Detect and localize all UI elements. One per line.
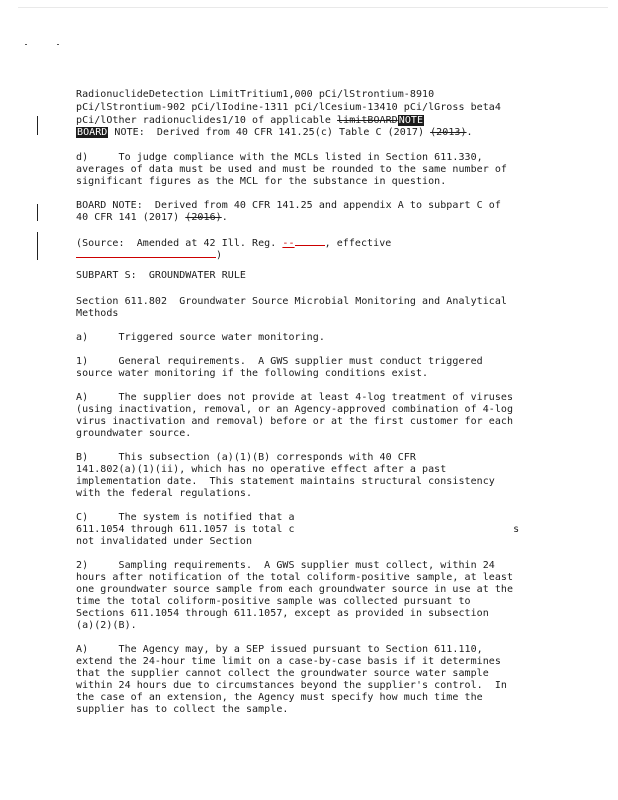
paragraph-line: source water monitoring if the following conditions exist.	[76, 368, 429, 379]
paragraph-line: B) This subsection (a)(1)(B) corresponds with 40 CFR	[76, 452, 416, 463]
paragraph-line: significant figures as the MCL for the substance in question.	[76, 176, 447, 187]
scan-top-edge	[18, 7, 608, 8]
reg-page-blank: --	[282, 238, 295, 249]
paragraph-line: not invalidated under Section	[76, 536, 253, 547]
revision-bar	[37, 116, 38, 135]
paragraph-line: 141.802(a)(1)(ii), which has no operative effect after a past	[76, 464, 447, 475]
paragraph-line: 611.1054 through 611.1057 is total c s	[76, 524, 520, 535]
paragraph-line: A) The supplier does not provide at least 4-log treatment of viruses	[76, 392, 514, 403]
paragraph-line: a) Triggered source water monitoring.	[76, 332, 325, 343]
deleted-text: limitBOARD	[337, 115, 398, 126]
scan-speck	[25, 44, 27, 45]
table-text-line: RadionuclideDetection LimitTritium1,000 pCi/lStrontium-8910	[76, 89, 435, 100]
paragraph-line: hours after notification of the total coliform-positive sample, at least	[76, 572, 514, 583]
section-heading: Section 611.802 Groundwater Source Microbial Monitoring and Analytical	[76, 296, 508, 307]
paragraph-line: C) The system is notified that a	[76, 512, 295, 523]
paragraph-line: the case of an extension, the Agency must specify how much time the	[76, 692, 483, 703]
paragraph-line: A) The Agency may, by a SEP issued pursuant to Section 611.110,	[76, 644, 483, 655]
scan-speck	[57, 44, 59, 45]
paragraph-line: averages of data must be used and must be rounded to the same number of	[76, 164, 508, 175]
deleted-text: (2013)	[430, 127, 467, 138]
paragraph-line: (a)(2)(B).	[76, 620, 137, 631]
reg-page-blank-line	[295, 236, 325, 246]
board-note-line: 40 CFR 141 (2017) (2016).	[76, 212, 228, 223]
revision-bar	[37, 204, 38, 221]
board-note-line: BOARD NOTE: Derived from 40 CFR 141.25(c) Table C (2017) (2013).	[77, 127, 473, 138]
revision-bar	[37, 232, 38, 260]
paragraph-line: virus inactivation and removal) before or at the first customer for each	[76, 416, 514, 427]
table-text-line: pCi/lStrontium-902 pCi/lIodine-1311 pCi/lCesium-13410 pCi/lGross beta4	[76, 102, 501, 113]
source-note-line: (Source: Amended at 42 Ill. Reg. -- , effective	[76, 238, 392, 249]
paragraph-line: that the supplier cannot collect the groundwater source water sample	[76, 668, 489, 679]
board-note-line: BOARD NOTE: Derived from 40 CFR 141.25 and appendix A to subpart C of	[76, 200, 501, 211]
redacted-text: BOARD	[77, 127, 108, 138]
paragraph-line: with the federal regulations.	[76, 488, 253, 499]
paragraph-line: time the total coliform-positive sample was collected pursuant to	[76, 596, 471, 607]
paragraph-line: one groundwater source sample from each groundwater source in use at the	[76, 584, 514, 595]
paragraph-line: supplier has to collect the sample.	[76, 704, 289, 715]
redacted-text: NOTE	[398, 115, 424, 126]
paragraph-line: d) To judge compliance with the MCLs listed in Section 611.330,	[76, 152, 483, 163]
paragraph-line: Sections 611.1054 through 611.1057, except as provided in subsection	[76, 608, 489, 619]
paragraph-line: 2) Sampling requirements. A GWS supplier must collect, within 24	[76, 560, 495, 571]
paragraph-line: extend the 24-hour time limit on a case-by-case basis if it determines	[76, 656, 501, 667]
subpart-heading: SUBPART S: GROUNDWATER RULE	[76, 270, 246, 281]
effective-date-blank	[76, 248, 216, 258]
paragraph-line: groundwater source.	[76, 428, 192, 439]
paragraph-line: implementation date. This statement maintains structural consistency	[76, 476, 495, 487]
source-note-line: )	[76, 248, 222, 261]
deleted-text: (2016)	[185, 212, 222, 223]
section-heading: Methods	[76, 308, 119, 319]
paragraph-line: 1) General requirements. A GWS supplier must conduct triggered	[76, 356, 483, 367]
paragraph-line: within 24 hours due to circumstances beyond the supplier's control. In	[76, 680, 508, 691]
paragraph-line: (using inactivation, removal, or an Agency-approved combination of 4-log	[76, 404, 514, 415]
table-text-line: pCi/lOther radionuclides1/10 of applicable limitBOARDNOTE	[76, 115, 424, 126]
